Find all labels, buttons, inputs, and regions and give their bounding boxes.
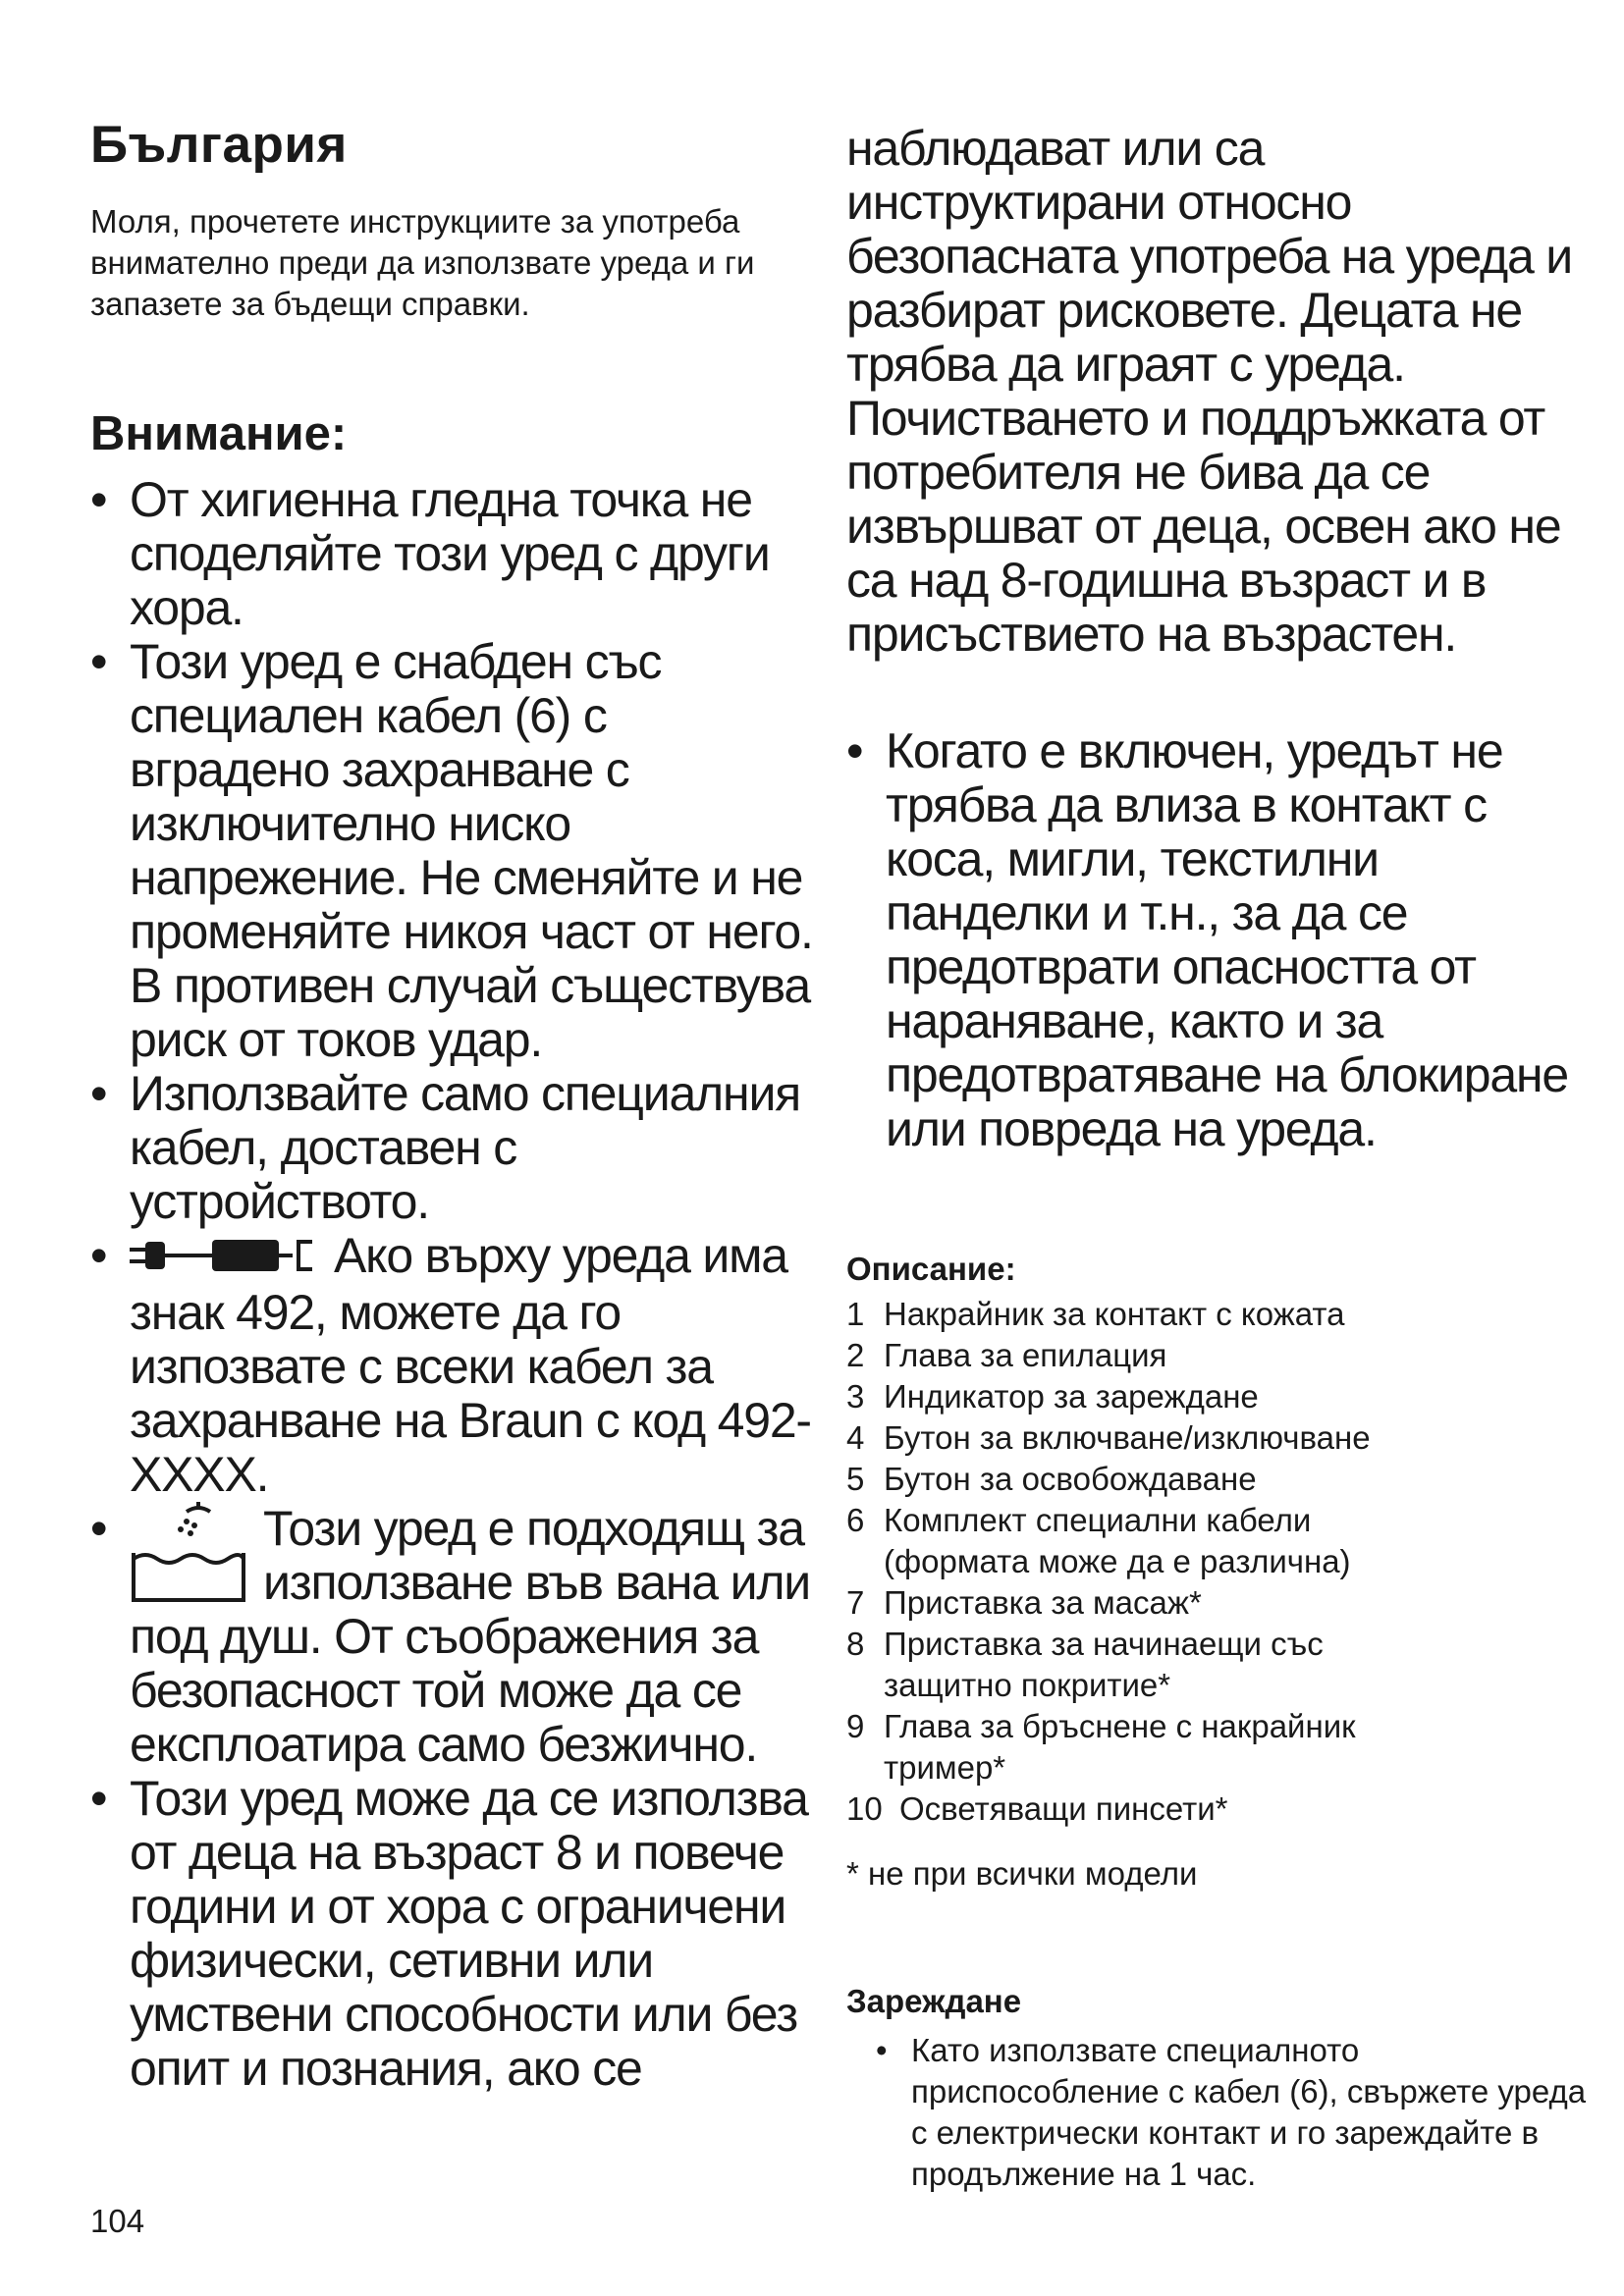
warning-text: От хигиенна гледна точка не споделяйте този уред с други хора. (130, 472, 770, 635)
warning-item (90, 635, 817, 1067)
bath-shower-icon (130, 1502, 247, 1610)
power-plug-492-icon (130, 1232, 326, 1286)
continuation-text: наблюдават или са инструктирани относно безопасната употреба на уреда и разбират рисковете. Децата не трябва да играят с уреда. Почистването и поддръжката от потребителя не бива да се извършват от деца, освен ако не са над 8-годишна възраст и в присъствието на възрастен. (846, 121, 1572, 662)
item-text: Приставка за начинаещи със защитно покритие* (884, 1626, 1324, 1703)
charging-heading: Зареждане (846, 1983, 1022, 2019)
description-heading: Описание: (846, 1251, 1016, 1287)
item-number: 1 (846, 1296, 865, 1332)
intro-paragraph: Моля, прочетете инструкциите за употреба внимателно преди да използвате уреда и ги запазете за бъдещи справки. (90, 203, 755, 322)
charging-item (876, 2030, 1593, 2195)
item-text: Приставка за масаж* (884, 1584, 1202, 1621)
item-text: Бутон за включване/изключване (884, 1419, 1371, 1456)
warning-item (90, 473, 817, 635)
description-item (846, 1500, 1573, 1582)
right-warning-list (846, 724, 1593, 1156)
warning-item-492 (90, 1229, 817, 1502)
item-number: 6 (846, 1502, 865, 1538)
warning-text: Използвайте само специалния кабел, доставен с устройството. (130, 1066, 801, 1229)
charging-text: Като използвате специалното приспособление с кабел (6), свържете уреда с електрически контакт и го зареждайте в продължение на 1 час. (911, 2032, 1587, 2192)
item-text: Индикатор за зареждане (884, 1378, 1259, 1415)
item-number: 9 (846, 1708, 865, 1744)
item-text: Бутон за освобождаване (884, 1461, 1257, 1497)
item-text: Накрайник за контакт с кожата (884, 1296, 1345, 1332)
item-number: 2 (846, 1337, 865, 1373)
description-item (846, 1459, 1573, 1500)
item-text: Комплект специални кабели (формата може да е различна) (884, 1502, 1351, 1579)
item-number: 8 (846, 1626, 865, 1662)
description-item (846, 1417, 1573, 1459)
item-number: 3 (846, 1378, 865, 1415)
description-list (846, 1294, 1573, 1830)
warning-item (90, 1772, 817, 2096)
description-item (846, 1376, 1573, 1417)
warning-item (90, 1067, 817, 1229)
footnote: * не при всички модели (846, 1855, 1198, 1892)
warning-heading: Внимание: (90, 407, 348, 460)
country-heading: България (90, 116, 348, 174)
item-number: 10 (846, 1790, 883, 1827)
description-item (846, 1582, 1573, 1624)
warning-text: Този уред може да се използва от деца на възраст 8 и повече години и от хора с ограничени физически, сетивни или умствени способности или без опит и познания, ако се (130, 1771, 808, 2097)
warning-item (846, 724, 1593, 1156)
item-text: Глава за епилация (884, 1337, 1167, 1373)
item-number: 5 (846, 1461, 865, 1497)
description-item (846, 1294, 1573, 1335)
warning-text: Ако върху уреда има знак 492, можете да го изпозвате с всеки кабел за захранване на Braun с код 492-XXXX. (130, 1228, 811, 1503)
item-number: 4 (846, 1419, 865, 1456)
description-item (846, 1624, 1573, 1706)
warning-text: Този уред е снабден със специален кабел (6) с вградено захранване с изключително ниско напрежение. Не сменяйте и не променяйте никоя част от него. В противен случай съществува риск от токов удар. (130, 634, 813, 1067)
warning-text: Когато е включен, уредът не трябва да влиза в контакт с коса, мигли, текстилни панделки и т.н., за да се предотврати опасността от нараняване, както и за предотвратяване на блокиране или повреда на уреда. (886, 723, 1569, 1156)
item-text: Осветяващи пинсети* (899, 1790, 1228, 1827)
description-item (846, 1335, 1573, 1376)
item-text: Глава за бръснене с накрайник тример* (884, 1708, 1356, 1786)
warning-list (90, 473, 817, 2096)
description-item (846, 1789, 1573, 1830)
warning-text: Този уред е подходящ за използване във вана или под душ. От съображения за безопасност той може да се експлоатира само безжично. (130, 1501, 811, 1773)
page-number: 104 (90, 2203, 145, 2239)
item-number: 7 (846, 1584, 865, 1621)
charging-list (876, 2030, 1593, 2195)
warning-item-bath (90, 1502, 817, 1772)
description-item (846, 1706, 1573, 1789)
